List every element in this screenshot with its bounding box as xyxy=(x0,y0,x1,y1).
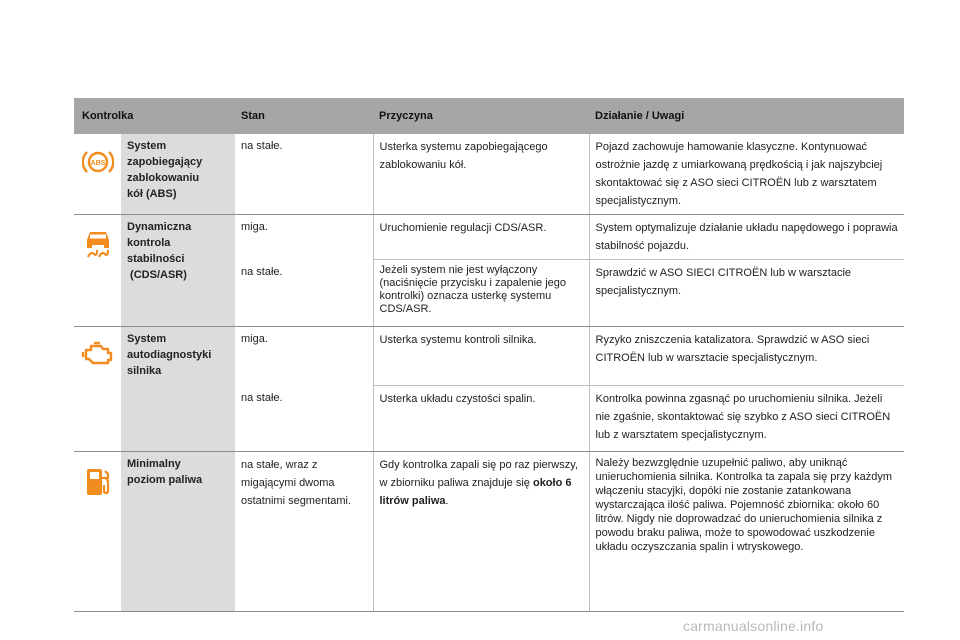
warning-lights-table xyxy=(74,98,904,612)
row-fuel-dzialanie: Należy bezwzględnie uzupełnić paliwo, aby uniknąć unieruchomienia silnika. Kontrolka ta zapala się przy każdym włączeniu stacyjki, dopóki nie zostanie zatankowana wystarczająca ilość paliwa. Pojemność zbiornika: około 60 litrów. Nigdy nie doprowadzać do unieruchomienia silnika z powodu braku paliwa, może to spowodować uszkodzenie układu oczyszczania spalin i wtryskowego. xyxy=(589,452,904,612)
row-fuel-name: Minimalny poziom paliwa xyxy=(121,452,235,612)
row-engine-stan-2: na stałe. xyxy=(235,386,373,452)
table-row-cds-1 xyxy=(74,215,904,260)
row-abs-name: System zapobiegający zablokowaniu kół (ABS) xyxy=(121,134,235,215)
row-cds-przyczyna-1: Uruchomienie regulacji CDS/ASR. xyxy=(373,215,589,260)
abs-warning-icon xyxy=(74,148,121,176)
row-abs-stan: na stałe. xyxy=(235,134,373,215)
header-stan: Stan xyxy=(235,98,373,134)
row-engine-stan-1: miga. xyxy=(241,333,268,345)
fuel-pump-icon xyxy=(74,466,121,498)
row-engine-przyczyna-2: Usterka układu czystości spalin. xyxy=(373,386,589,452)
table-row-fuel xyxy=(74,452,904,612)
row-engine-przyczyna-1: Usterka systemu kontroli silnika. xyxy=(373,327,589,386)
header-kontrolka: Kontrolka xyxy=(74,98,235,134)
svg-text:ABS: ABS xyxy=(90,160,105,167)
header-przyczyna: Przyczyna xyxy=(373,98,589,134)
row-fuel-przyczyna: Gdy kontrolka zapali się po raz pierwszy, w zbiorniku paliwa znajduje się około 6 litrów paliwa. xyxy=(373,452,589,612)
row-cds-name: Dynamiczna kontrola stabilności (CDS/ASR) xyxy=(121,215,235,327)
row-engine-dzialanie-1: Ryzyko zniszczenia katalizatora. Sprawdzić w ASO sieci CITROËN lub w warsztacie specjalistycznym. xyxy=(589,327,904,386)
watermark: carmanualsonline.info xyxy=(683,618,824,634)
row-cds-przyczyna-2: Jeżeli system nie jest wyłączony (naciśnięcie przycisku i zapalenie jego kontrolki) oznacza usterkę systemu CDS/ASR. xyxy=(373,260,589,327)
row-cds-stan-1: miga. xyxy=(241,221,268,233)
row-cds-dzialanie-1: System optymalizuje działanie układu napędowego i poprawia stabilność pojazdu. xyxy=(589,215,904,260)
row-abs-dzialanie: Pojazd zachowuje hamowanie klasyczne. Kontynuować ostrożnie jazdę z umiarkowaną prędkością i jak najszybciej skontaktować się z ASO sieci CITROËN lub z warsztatem specjalistycznym. xyxy=(589,134,904,215)
row-cds-dzialanie-2: Sprawdzić w ASO SIECI CITROËN lub w warsztacie specjalistycznym. xyxy=(589,260,904,327)
row-fuel-stan: na stałe, wraz z migającymi dwoma ostatnimi segmentami. xyxy=(235,452,373,612)
table-row-abs xyxy=(74,134,904,215)
engine-check-icon xyxy=(74,341,121,367)
table-header-row xyxy=(74,98,904,134)
row-cds-stan-2: na stałe. xyxy=(235,260,373,327)
row-engine-dzialanie-2: Kontrolka powinna zgasnąć po uruchomieniu silnika. Jeżeli nie zgaśnie, skontaktować się szybko z ASO sieci CITROËN lub z warsztatem specjalistycznym. xyxy=(589,386,904,452)
row-engine-name: System autodiagnostyki silnika xyxy=(121,327,235,452)
row-abs-przyczyna: Usterka systemu zapobiegającego zablokowaniu kół. xyxy=(373,134,589,215)
stability-control-icon xyxy=(74,229,121,259)
header-dzialanie: Działanie / Uwagi xyxy=(589,98,904,134)
table-row-engine-1 xyxy=(74,327,904,386)
